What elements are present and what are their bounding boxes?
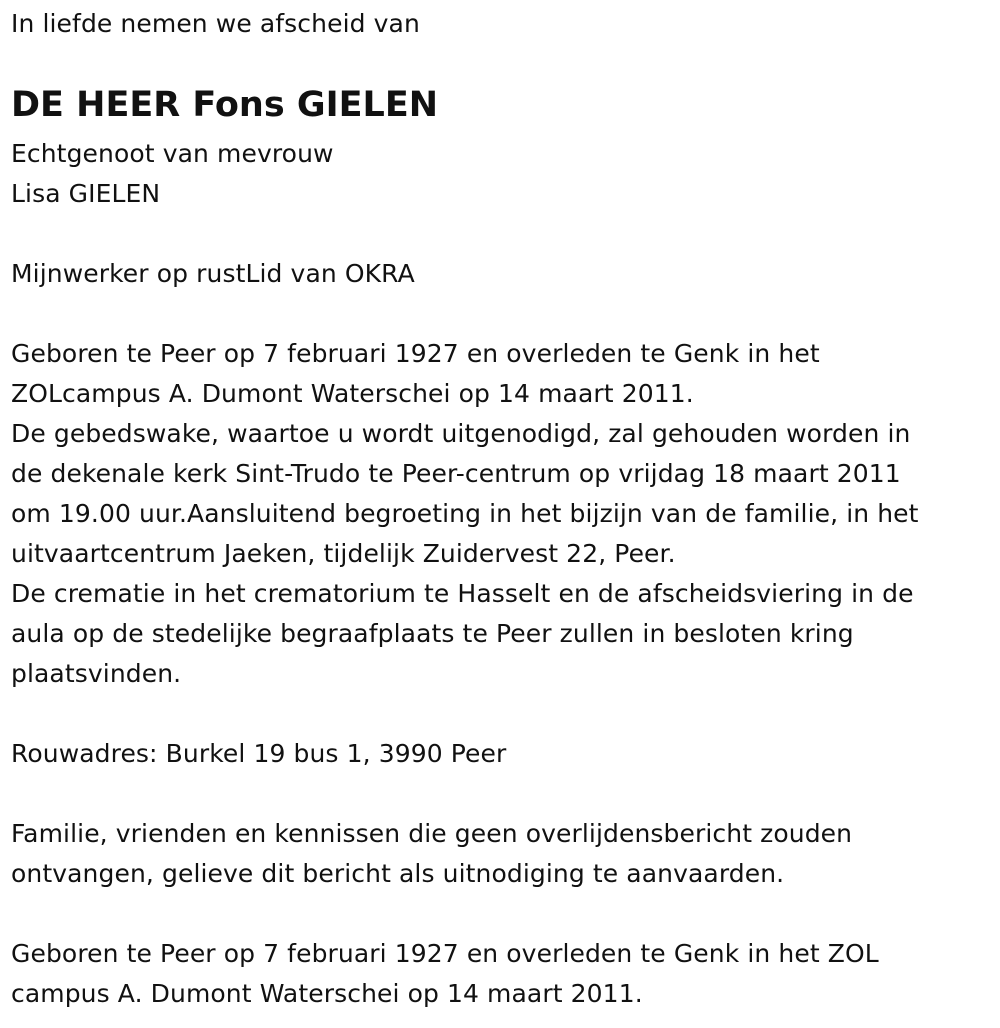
- paragraph-line: ontvangen, gelieve dit bericht als uitnodiging te aanvaarden.: [11, 859, 785, 888]
- spouse-label: Echtgenoot van mevrouw: [11, 139, 334, 168]
- paragraph-line: De crematie in het crematorium te Hasselt en de afscheidsviering in de: [11, 579, 914, 608]
- paragraph-line: ZOLcampus A. Dumont Waterschei op 14 maart 2011.: [11, 379, 694, 408]
- paragraph-line: om 19.00 uur.Aansluitend begroeting in het bijzijn van de familie, in het: [11, 499, 919, 528]
- mourning-address: Rouwadres: Burkel 19 bus 1, 3990 Peer: [11, 739, 507, 768]
- paragraph-line: de dekenale kerk Sint-Trudo te Peer-centrum op vrijdag 18 maart 2011: [11, 459, 901, 488]
- occupation-text: Mijnwerker op rustLid van OKRA: [11, 259, 415, 288]
- spouse-name: Lisa GIELEN: [11, 179, 161, 208]
- intro-text: In liefde nemen we afscheid van: [11, 9, 420, 38]
- paragraph-line: Geboren te Peer op 7 februari 1927 en overleden te Genk in het ZOL: [11, 939, 879, 968]
- paragraph-line: campus A. Dumont Waterschei op 14 maart 2011.: [11, 979, 643, 1008]
- paragraph-line: aula op de stedelijke begraafplaats te Peer zullen in besloten kring: [11, 619, 854, 648]
- paragraph-line: Geboren te Peer op 7 februari 1927 en overleden te Genk in het: [11, 339, 820, 368]
- paragraph-line: Familie, vrienden en kennissen die geen overlijdensbericht zouden: [11, 819, 853, 848]
- deceased-name: DE HEER Fons GIELEN: [11, 85, 439, 125]
- paragraph-line: plaatsvinden.: [11, 659, 182, 688]
- paragraph-line: De gebedswake, waartoe u wordt uitgenodigd, zal gehouden worden in: [11, 419, 911, 448]
- paragraph-line: uitvaartcentrum Jaeken, tijdelijk Zuidervest 22, Peer.: [11, 539, 676, 568]
